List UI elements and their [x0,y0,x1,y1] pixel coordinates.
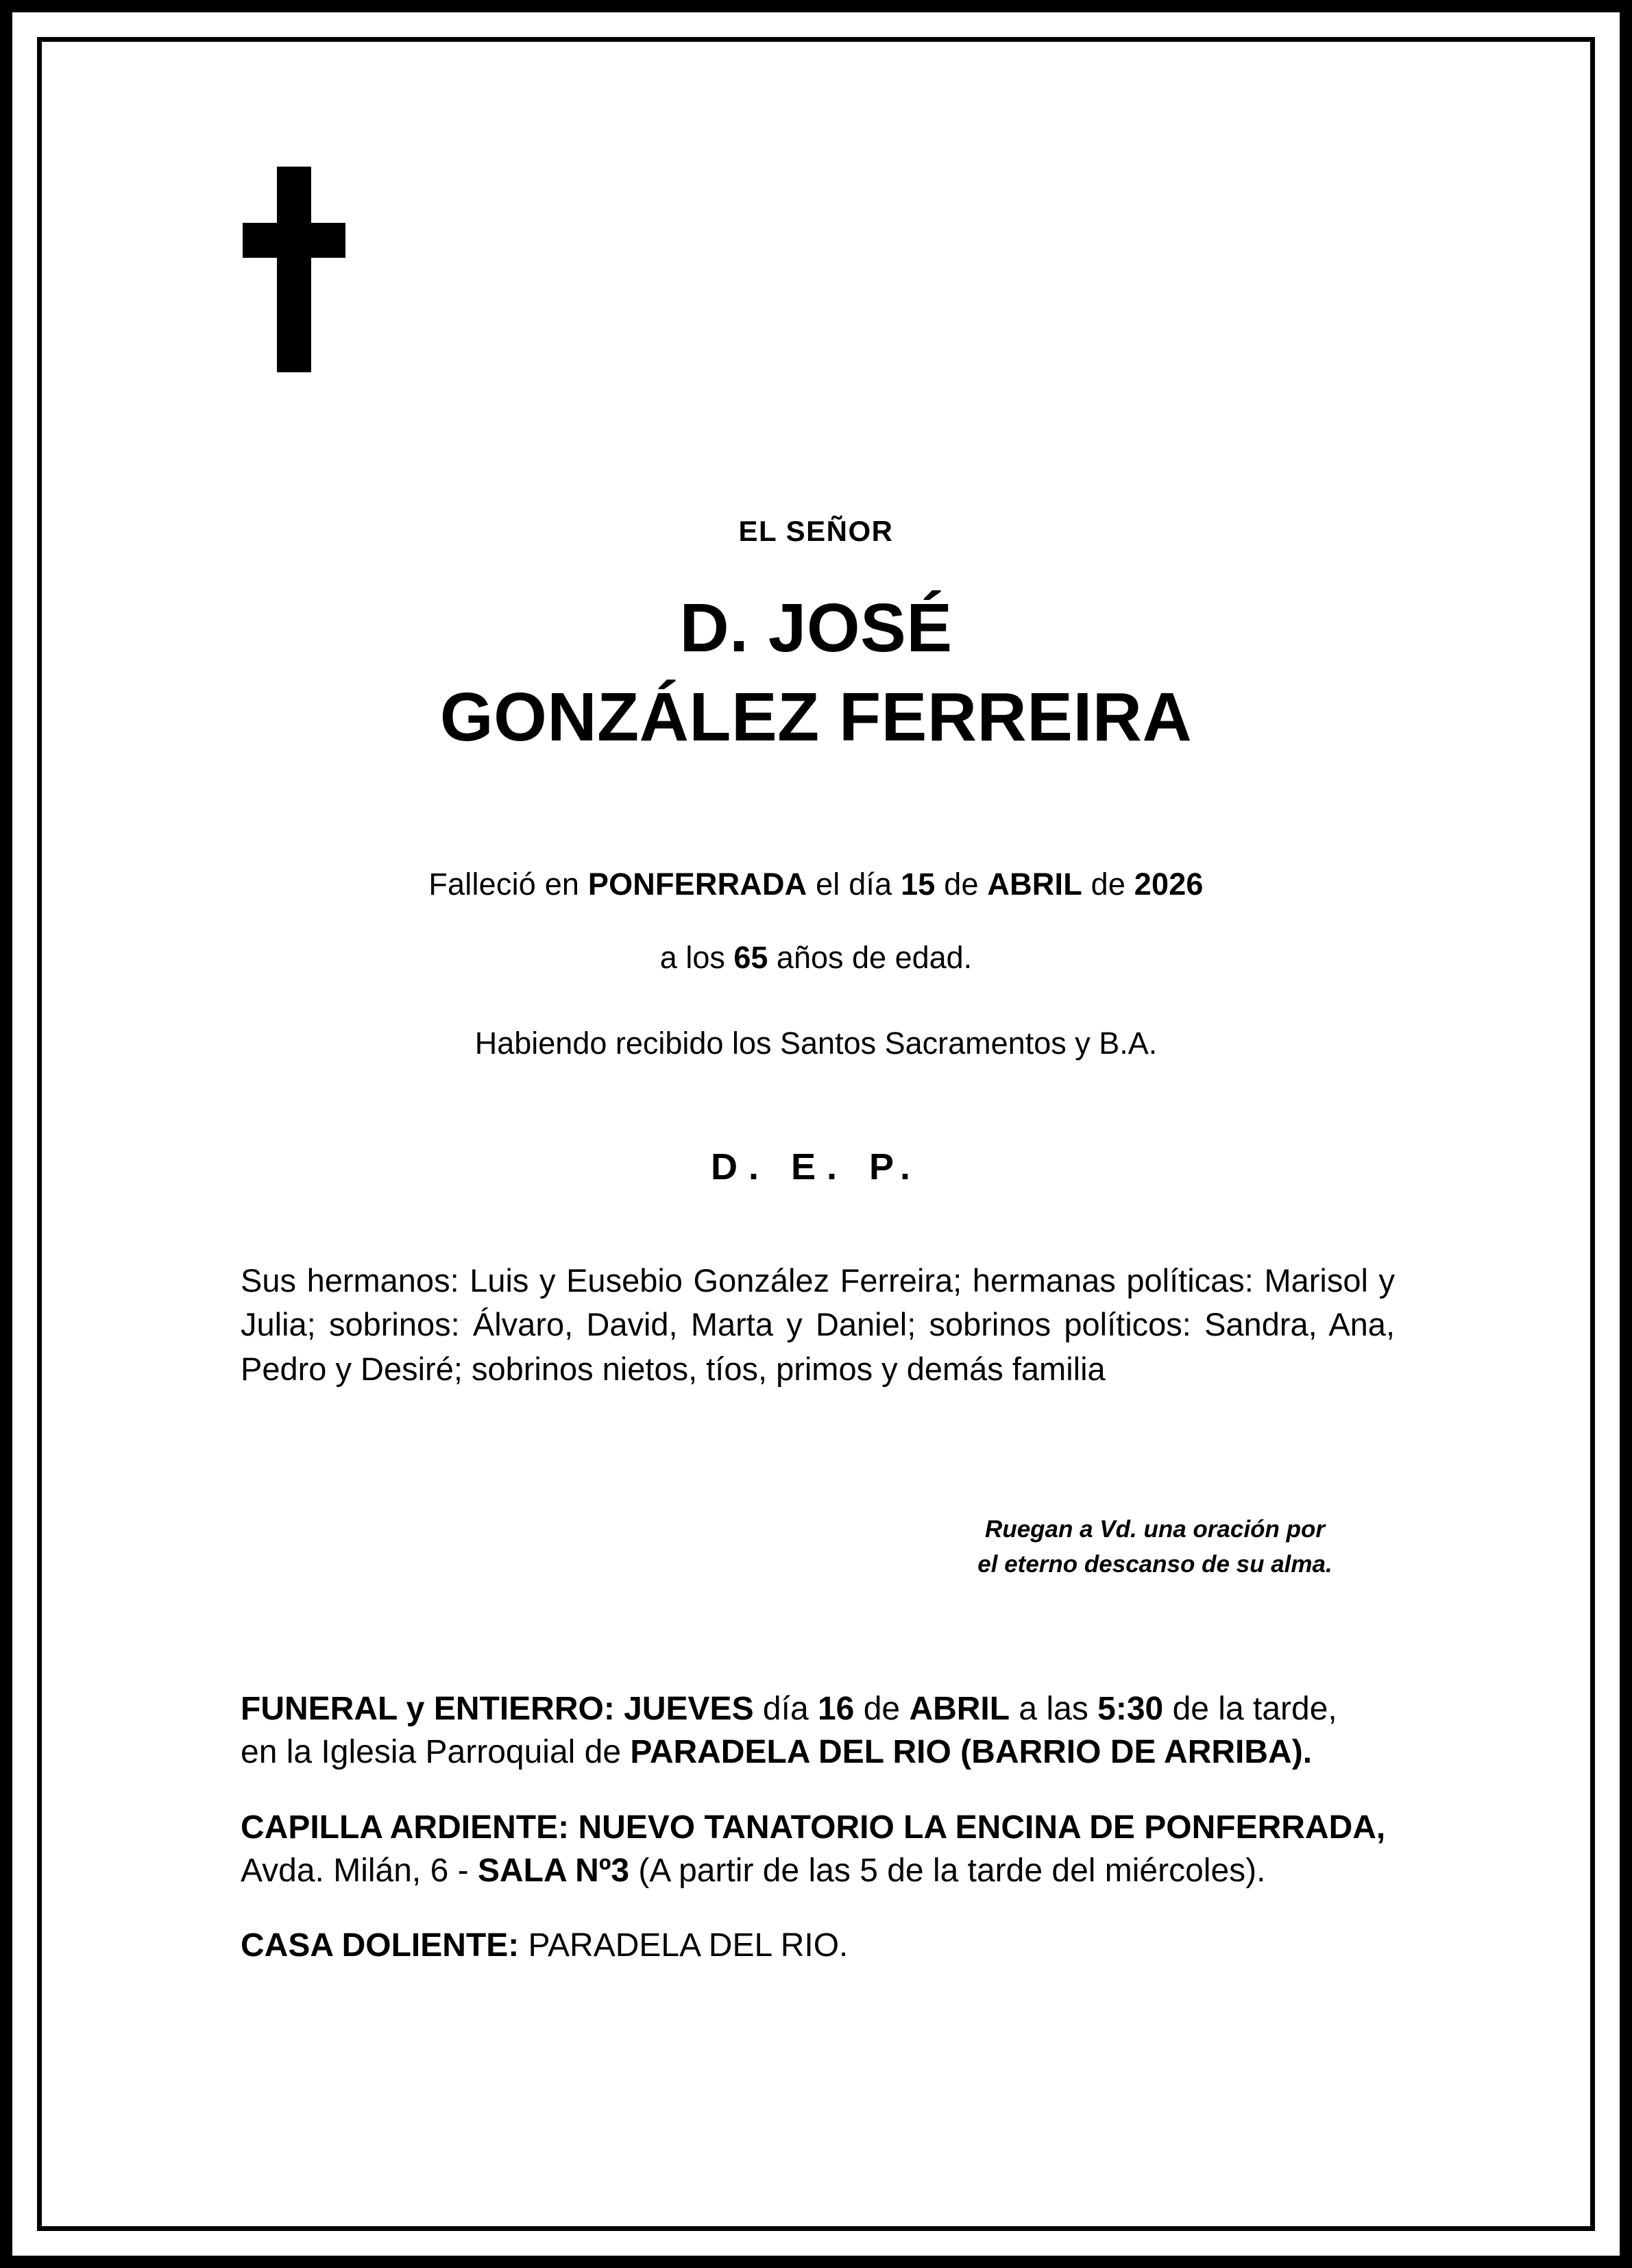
chapel-block [241,1806,1405,1893]
funeral-day-prefix: día [753,1691,818,1727]
age-statement [42,940,1590,976]
funeral-time-suffix: de la tarde, [1163,1691,1337,1727]
prayer-request [915,1512,1395,1582]
service-details [241,1687,1405,1968]
funeral-day: 16 [817,1691,855,1727]
funeral-month-prefix: de [854,1691,910,1727]
inner-rule-frame [37,37,1595,2231]
mourning-house-label: CASA DOLIENTE: [241,1927,520,1964]
death-mid-2: de [935,867,988,902]
chapel-address: Avda. Milán, 6 - [241,1853,478,1890]
funeral-line-1 [241,1687,1405,1730]
cross-horizontal-bar [243,223,345,258]
funeral-month: ABRIL [909,1691,1010,1727]
chapel-line-1 [241,1806,1405,1849]
chapel-room: SALA Nº3 [477,1853,630,1890]
chapel-label: CAPILLA ARDIENTE [241,1809,559,1846]
surviving-family-paragraph: Sus hermanos: Luis y Eusebio González Ferreira; hermanas políticas: Marisol y Julia; sobrinos: Álvaro, David, Marta y Daniel; sobrinos políticos: Sandra, Ana, Pedro y Desiré; sobrinos nietos, tíos, primos y demás familia [241,1262,1395,1387]
age-value: 65 [733,940,768,975]
notice-sheet [42,42,1590,2226]
prayer-line-1: Ruegan a Vd. una oración por [985,1516,1325,1543]
latin-cross-icon [243,167,345,372]
death-year: 2026 [1134,867,1204,902]
death-mid-3: de [1082,867,1134,902]
age-suffix: años de edad. [768,940,973,975]
deceased-name-line-1: D. JOSÉ [679,590,953,666]
chapel-line-2 [241,1849,1405,1892]
death-statement [42,867,1590,902]
death-day: 15 [901,867,936,902]
funeral-time: 5:30 [1097,1691,1164,1727]
chapel-label-colon: : [558,1809,578,1846]
funeral-time-prefix: a las [1010,1691,1098,1727]
prayer-line-2: el eterno descanso de su alma. [977,1550,1332,1578]
dep-abbreviation: D. E. P. [710,1146,922,1187]
mourning-house-value: PARADELA DEL RIO. [519,1927,849,1964]
funeral-line-2 [241,1730,1405,1774]
deceased-name [42,583,1590,762]
age-prefix: a los [659,940,734,975]
death-place: PONFERRADA [587,867,807,902]
outer-frame [12,12,1620,2256]
mourning-house-line [241,1924,1405,1967]
mourning-house-block [241,1924,1405,1967]
funeral-label: FUNERAL y ENTIERRO: [241,1691,615,1727]
funeral-church: PARADELA DEL RIO (BARRIO DE ARRIBA). [630,1734,1313,1771]
funeral-block [241,1687,1405,1774]
sacraments-statement: Habiendo recibido los Santos Sacramentos y B.A. [474,1026,1158,1061]
death-prefix: Falleció en [428,867,588,902]
funeral-church-prefix: en la Iglesia Parroquial de [241,1734,631,1771]
funeral-weekday: JUEVES [624,1691,754,1727]
death-month: ABRIL [987,867,1082,902]
cross-vertical-bar [277,167,311,372]
chapel-venue: NUEVO TANATORIO LA ENCINA DE PONFERRADA, [578,1809,1386,1846]
chapel-hours: (A partir de las 5 de la tarde del miércoles). [629,1853,1266,1890]
deceased-name-line-2: GONZÁLEZ FERREIRA [439,679,1193,756]
honorific-eyebrow: EL SEÑOR [738,515,894,547]
death-mid-1: el día [807,867,901,902]
